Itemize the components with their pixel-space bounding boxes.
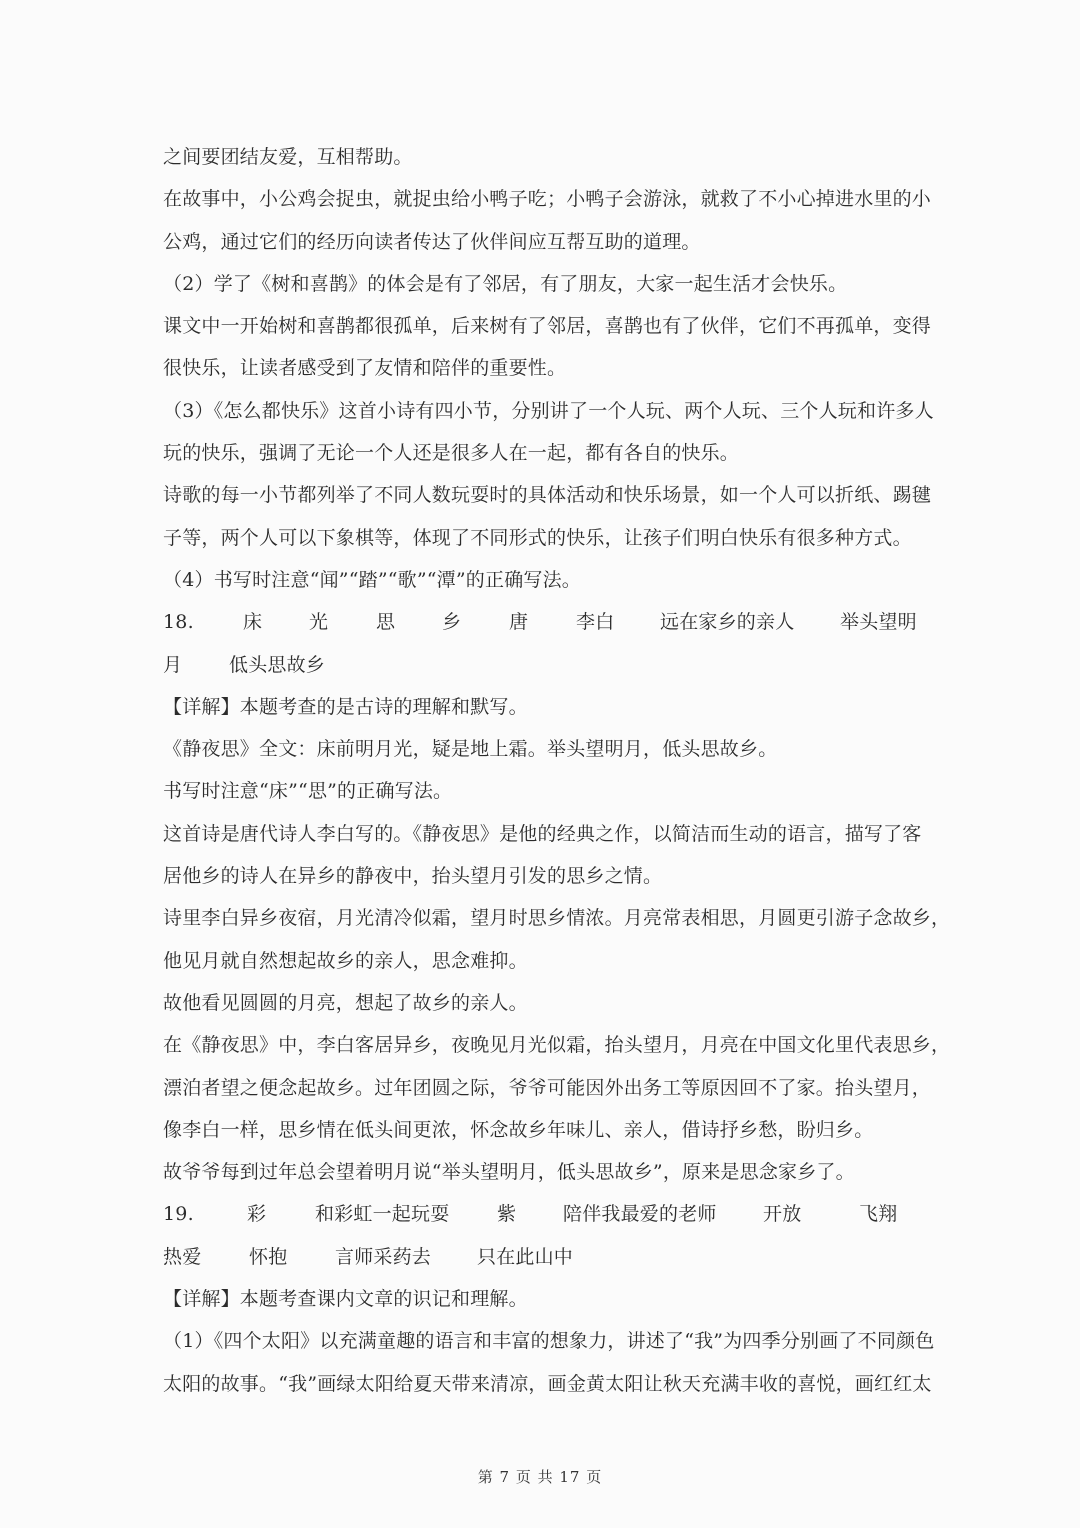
- answer-item: 陪伴我最爱的老师: [563, 1203, 717, 1226]
- answer-item: 彩: [247, 1203, 267, 1226]
- text-line: 在故事中，小公鸡会捉虫，就捉虫给小鸭子吃；小鸭子会游泳，就救了不小心掉进水里的小: [163, 188, 932, 211]
- text-line: 子等，两个人可以下象棋等，体现了不同形式的快乐，让孩子们明白快乐有很多种方式。: [163, 526, 912, 549]
- q18-answer-row-2: [163, 644, 923, 686]
- text-line: 像李白一样，思乡情在低头间更浓，怀念故乡年味儿、亲人，借诗抒乡愁，盼归乡。: [163, 1118, 874, 1141]
- text-line: 诗里李白异乡夜宿，月光清冷似霜，望月时思乡情浓。月亮常表相思，月圆更引游子念故乡，: [163, 907, 951, 930]
- text-line: 很快乐，让读者感受到了友情和陪伴的重要性。: [163, 357, 567, 380]
- text-line: （1）《四个太阳》以充满童趣的语言和丰富的想象力，讲述了“我”为四季分别画了不同颜色: [163, 1330, 935, 1353]
- text-line: 《静夜思》全文：床前明月光，疑是地上霜。举头望明月，低头思故乡。: [163, 738, 778, 761]
- text-line: 玩的快乐，强调了无论一个人还是很多人在一起，都有各自的快乐。: [163, 442, 740, 465]
- answer-item: 远在家乡的亲人: [660, 611, 795, 634]
- text-line: 这首诗是唐代诗人李白写的。《静夜思》是他的经典之作，以简洁而生动的语言，描写了客: [163, 822, 922, 845]
- answer-item: 开放: [763, 1203, 802, 1226]
- question-number: 19.: [163, 1203, 194, 1226]
- answer-item: 李白: [576, 611, 615, 634]
- answer-item: 飞翔: [859, 1203, 898, 1226]
- text-line: 之间要团结友爱，互相帮助。: [163, 146, 413, 168]
- text-line: 【详解】本题考查的是古诗的理解和默写。: [163, 695, 528, 718]
- answer-item: 热爱: [163, 1245, 202, 1268]
- text-line: （4）书写时注意“闻”“踏”“歌”“潭”的正确写法。: [163, 568, 581, 591]
- page-content: [163, 136, 951, 1405]
- answer-item: 和彩虹一起玩耍: [315, 1203, 450, 1226]
- text-line: 在《静夜思》中，李白客居异乡，夜晚见月光似霜，抬头望月，月亮在中国文化里代表思乡，: [163, 1034, 951, 1057]
- answer-item: 光: [309, 611, 329, 634]
- answer-item: 只在此山中: [477, 1245, 574, 1268]
- text-line: 书写时注意“床”“思”的正确写法。: [163, 780, 453, 803]
- q19-answer-row-1: [163, 1193, 923, 1235]
- text-line: 太阳的故事。“我”画绿太阳给夏天带来清凉，画金黄太阳让秋天充满丰收的喜悦，画红红太: [163, 1372, 932, 1395]
- answer-item: 思: [376, 611, 396, 634]
- text-line: 公鸡，通过它们的经历向读者传达了伙伴间应互帮互助的道理。: [163, 230, 701, 253]
- text-line: （2）学了《树和喜鹊》的体会是有了邻居，有了朋友，大家一起生活才会快乐。: [163, 272, 848, 295]
- answer-item: 乡: [442, 611, 462, 634]
- text-line: 故爷爷每到过年总会望着明月说“举头望明月，低头思故乡”，原来是思念家乡了。: [163, 1161, 855, 1184]
- text-line: 【详解】本题考查课内文章的识记和理解。: [163, 1288, 528, 1311]
- answer-item: 怀抱: [249, 1245, 288, 1268]
- text-line: 他见月就自然想起故乡的亲人，思念难抑。: [163, 949, 528, 972]
- page-footer: 第 7 页 共 17 页: [477, 1468, 603, 1486]
- text-line: 漂泊者望之便念起故乡。过年团圆之际，爷爷可能因外出务工等原因回不了家。抬头望月，: [163, 1076, 932, 1099]
- text-line: 诗歌的每一小节都列举了不同人数玩耍时的具体活动和快乐场景，如一个人可以折纸、踢毽: [163, 484, 932, 507]
- text-line: 故他看见圆圆的月亮，想起了故乡的亲人。: [163, 991, 528, 1014]
- answer-item: 紫: [497, 1203, 517, 1226]
- answer-item: 低头思故乡: [229, 653, 326, 676]
- answer-item: 床: [243, 611, 263, 634]
- text-line: （3）《怎么都快乐》这首小诗有四小节，分别讲了一个人玩、两个人玩、三个人玩和许多人: [163, 399, 934, 422]
- text-line: 居他乡的诗人在异乡的静夜中，抬头望月引发的思乡之情。: [163, 865, 663, 888]
- answer-item: 举头望明: [840, 611, 917, 634]
- question-number: 18.: [163, 611, 194, 634]
- q18-answer-row-1: [163, 601, 923, 643]
- answer-item: 言师采药去: [335, 1245, 432, 1268]
- answer-item: 唐: [509, 611, 529, 634]
- q19-answer-row-2: [163, 1236, 923, 1278]
- text-line: 课文中一开始树和喜鹊都很孤单，后来树有了邻居，喜鹊也有了伙伴，它们不再孤单，变得: [163, 315, 932, 338]
- answer-item: 月: [163, 653, 183, 676]
